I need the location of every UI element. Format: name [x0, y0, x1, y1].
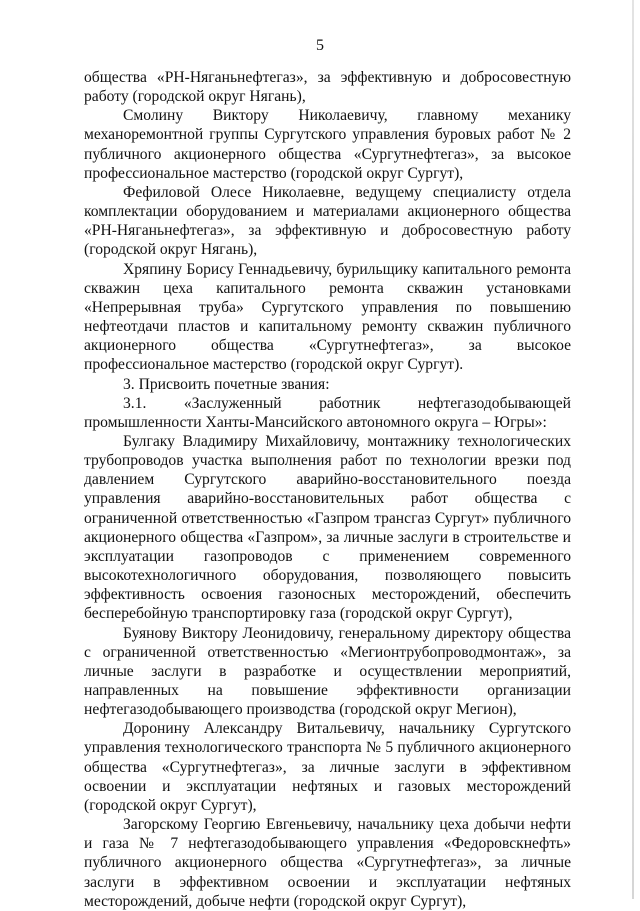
- paragraph-title-bulgak: Булгаку Владимиру Михайловичу, монтажнику технологических трубопроводов участка выполнения работ по технологии врезки под давлением Сургутского аварийно-восстановительного поезда управления аварийно-восстановительных работ общества с ограниченной ответственностью «Газпром трансгаз Сургут» публичного акционерного общества «Газпром», за личные заслуги в строительстве и эксплуатации газопроводов с применением современного высокотехнологичного оборудования, позволяющего повысить эффективность освоения газоносных месторождений, обеспечить бесперебойную транспортировку газа (городской округ Сургут),: [84, 432, 571, 623]
- paragraph-title-doronin: Доронину Александру Витальевичу, начальнику Сургутского управления технологического транспорта № 5 публичного акционерного общества «Сургутнефтегаз», за личные заслуги в эффективном освоении и эксплуатации нефтяных и газовых месторождений (городской округ Сургут),: [84, 720, 571, 814]
- paragraph-award-smolin: Смолину Виктору Николаевичу, главному механику механоремонтной группы Сургутского управления буровых работ № 2 публичного акционерного общества «Сургутнефтегаз», за высокое профессиональное мастерство (городской округ Сургут),: [84, 107, 571, 182]
- paragraph-award-khryapin: Хряпину Борису Геннадьевичу, бурильщику капитального ремонта скважин цеха капитального ремонта скважин установками «Непрерывная труба» Сургутского управления по повышению нефтеотдачи пластов и капитальному ремонту скважин публичного акционерного общества «Сургутнефтегаз», за высокое профессиональное мастерство (городской округ Сургут).: [84, 260, 571, 374]
- page-number: 5: [316, 37, 324, 54]
- paragraph-section-3: 3. Присвоить почетные звания:: [123, 375, 330, 393]
- paragraph-award-fefilova: Фефиловой Олесе Николаевне, ведущему специалисту отдела комплектации оборудованием и материалами акционерного общества «РН-Няганьнефтегаз», за эффективную и добросовестную работу (городской округ Нягань),: [84, 183, 571, 259]
- paragraph-continuation: общества «РН-Няганьнефтегаз», за эффективную и добросовестную работу (городской округ Нягань),: [84, 69, 571, 106]
- paragraph-title-zagorsky: Загорскому Георгию Евгеньевичу, начальнику цеха добычи нефти и газа № 7 нефтегазодобывающего управления «Федоровскнефть» публичного акционерного общества «Сургутнефтегаз», за личные заслуги в эффективном освоении и эксплуатации нефтяных месторождений, добыче нефти (городской округ Сургут),: [84, 816, 571, 910]
- scan-edge-shadow: [632, 0, 634, 899]
- document-body: [84, 68, 571, 911]
- paragraph-section-3-1: 3.1. «Заслуженный работник нефтегазодобывающей промышленности Ханты-Мансийского автономного округа – Югры»:: [84, 394, 571, 431]
- paragraph-title-buyanov: Буянову Виктору Леонидовичу, генеральному директору общества с ограниченной ответственностью «Мегионтрубопроводмонтаж», за личные заслуги в разработке и осуществлении мероприятий, направленных на повышение эффективности организации нефтегазодобывающего производства (городской округ Мегион),: [84, 624, 571, 719]
